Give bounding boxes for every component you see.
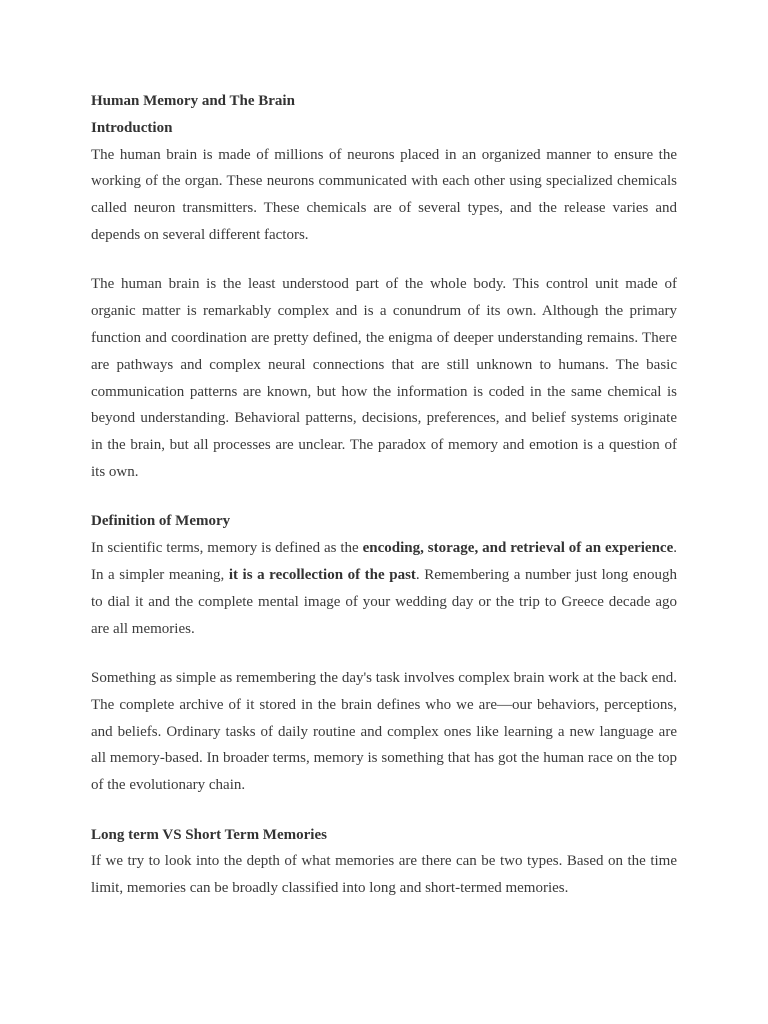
introduction-heading: Introduction	[91, 119, 173, 136]
definition-heading: Definition of Memory	[91, 513, 231, 530]
document-title: Human Memory and The Brain	[91, 93, 295, 109]
paragraph-spacer	[91, 799, 677, 822]
definition-text-1: In scientific terms, memory is defined as the	[91, 540, 363, 557]
paragraph-spacer	[91, 249, 677, 272]
paragraph-spacer	[91, 642, 677, 665]
introduction-paragraph-2: The human brain is the least understood part of the whole body. This control unit made of organic matter is remarkably complex and is a conundrum of its own. Although the primary function and coordination are pretty defined, the enigma of deeper understanding remains. There are pathways and complex neural connections that are still unknown to humans. The basic communication patterns are known, but how the information is coded in the same chemical is beyond understanding. Behavioral patterns, decisions, preferences, and belief systems originate in the brain, but all processes are unclear. The paradox of memory and emotion is a question of its own.	[91, 276, 677, 480]
definition-text-3: . Remembering a number just long enough to dial it and the complete mental image of your wedding day or the trip to Greece decade ago are all memories.	[91, 566, 677, 637]
paragraph-spacer	[91, 486, 677, 509]
definition-paragraph-1	[91, 535, 677, 642]
introduction-paragraph-1: The human brain is made of millions of neurons placed in an organized manner to ensure the working of the organ. These neurons communicated with each other using specialized chemicals called neuron transmitters. These chemicals are of several types, and the release varies and depends on several different factors.	[91, 146, 677, 243]
definition-emphasis-2: it is a recollection of the past	[228, 566, 416, 583]
long-short-heading: Long term VS Short Term Memories	[91, 826, 327, 843]
definition-paragraph-2: Something as simple as remembering the day's task involves complex brain work at the back end. The complete archive of it stored in the brain defines who we are—our behaviors, perceptions, and beliefs. Ordinary tasks of daily routine and complex ones like learning a new language are all memory-based. In broader terms, memory is something that has got the human race on the top of the evolutionary chain.	[91, 669, 677, 794]
definition-text-2: . In a simpler meaning,	[91, 540, 678, 583]
document-page	[91, 88, 677, 902]
definition-emphasis-1: encoding, storage, and retrieval of an experience	[362, 540, 674, 557]
long-short-paragraph-1: If we try to look into the depth of what memories are there can be two types. Based on the time limit, memories can be broadly classified into long and short-termed memories.	[91, 853, 677, 897]
